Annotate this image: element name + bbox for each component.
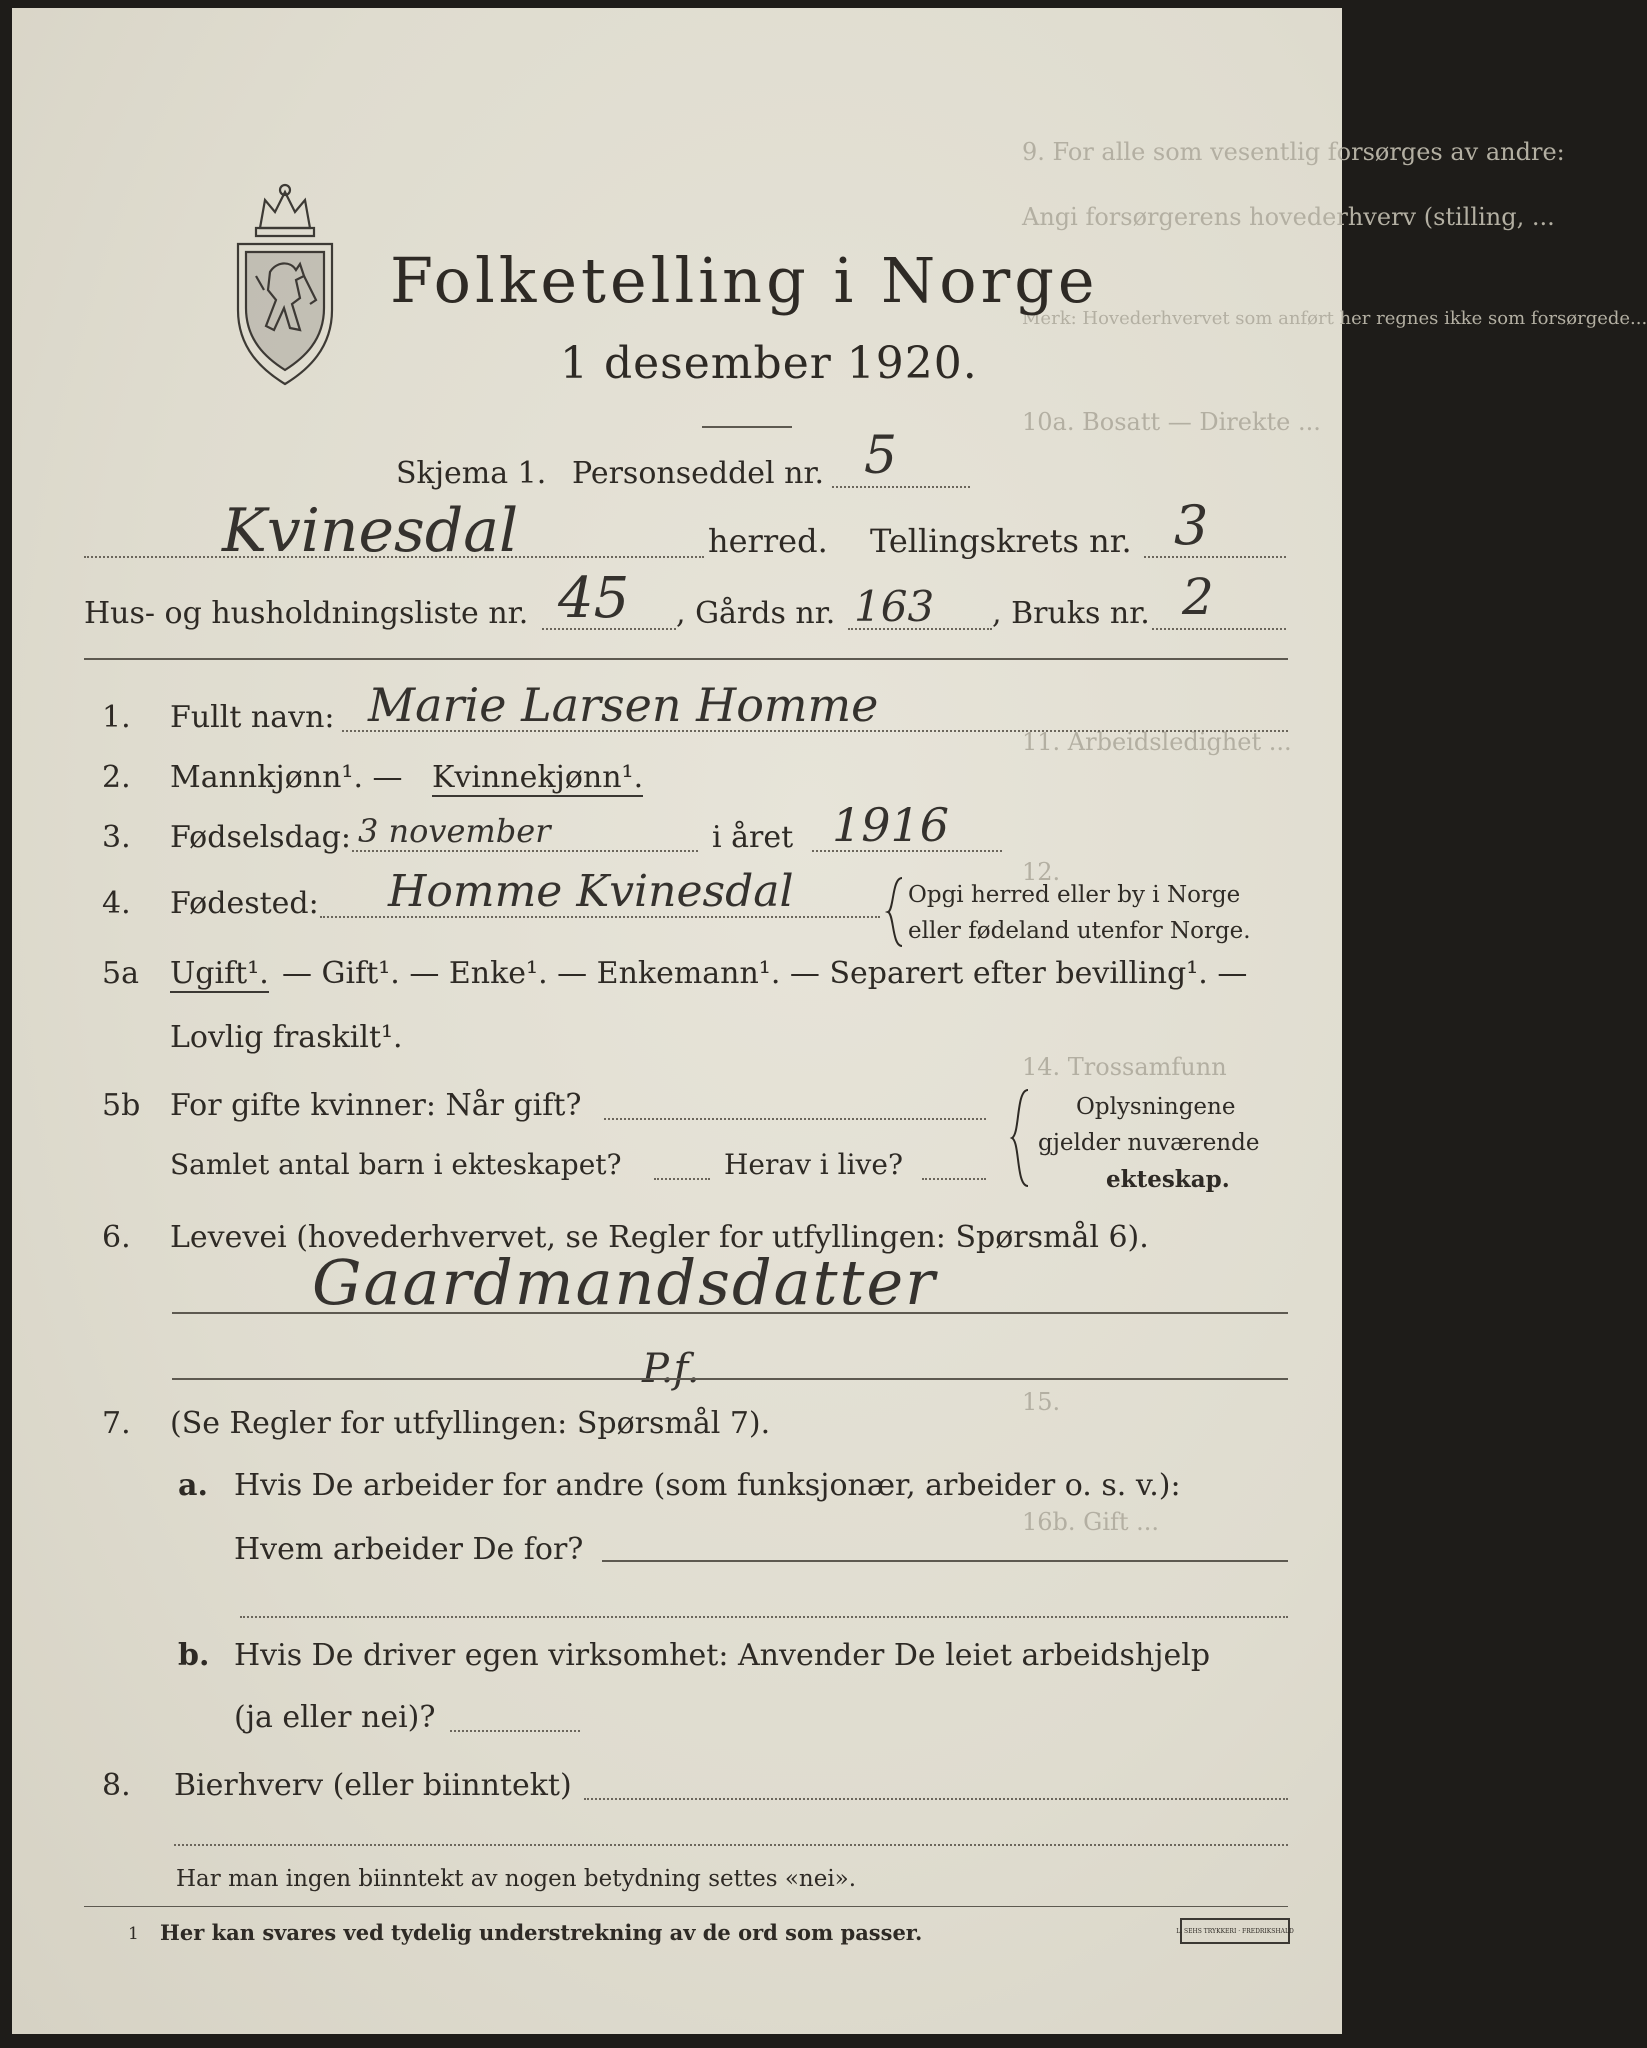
personseddel-line <box>832 486 970 488</box>
q5a-number: 5a <box>102 956 139 991</box>
printer-stamp-text: L. SEHS TRYKKERI · FREDRIKSHALD <box>1176 1927 1294 1935</box>
bruks-label: , Bruks nr. <box>992 596 1150 631</box>
q6-value[interactable]: Gaardmandsdatter <box>312 1246 937 1319</box>
ghost-text-8: 16b. Gift ... <box>1022 1508 1160 1536</box>
form-date: 1 desember 1920. <box>560 338 978 389</box>
q5b-bracket-icon <box>1008 1088 1032 1188</box>
q1-number: 1. <box>102 700 131 735</box>
footnote-separator <box>84 1906 1288 1907</box>
q3-value[interactable]: 3 november <box>358 812 551 850</box>
hus-label: Hus- og husholdningsliste nr. <box>84 596 529 631</box>
q5a-ugift-option[interactable]: Ugift¹. <box>170 956 269 991</box>
q7a-letter: a. <box>178 1468 208 1503</box>
q5b-children-label: Samlet antal barn i ekteskapet? <box>170 1148 622 1181</box>
note-top-line <box>174 1844 1288 1846</box>
q7a-sub-label: Hvem arbeider De for? <box>234 1532 584 1567</box>
q6-line-2 <box>172 1378 1288 1380</box>
norway-coat-of-arms-icon <box>220 180 350 390</box>
q4-label: Fødested: <box>170 886 319 921</box>
form-title: Folketelling i Norge <box>390 244 1099 317</box>
title-divider <box>702 426 792 428</box>
q7b-letter: b. <box>178 1638 210 1673</box>
q5a-other-options[interactable]: — Gift¹. — Enke¹. — Enkemann¹. — Separert efter bevilling¹. — <box>282 956 1248 991</box>
q7a-label: Hvis De arbeider for andre (som funksjonær, arbeider o. s. v.): <box>234 1468 1181 1503</box>
gards-value[interactable]: 163 <box>854 582 935 631</box>
q7a-line-1 <box>602 1560 1288 1562</box>
ghost-text-4: 10a. Bosatt — Direkte ... <box>1022 408 1321 436</box>
q6-label: Levevei (hovederhvervet, se Regler for utfyllingen: Spørsmål 6). <box>170 1220 1149 1255</box>
q2-number: 2. <box>102 760 131 795</box>
skjema-label: Skjema 1. <box>396 456 547 491</box>
q7b-line <box>450 1730 580 1732</box>
q5b-label: For gifte kvinner: Når gift? <box>170 1088 582 1123</box>
q2-female-option[interactable]: Kvinnekjønn¹. <box>432 760 644 795</box>
footnote-text: Her kan svares ved tydelig understrekning av de ord som passer. <box>160 1920 923 1945</box>
q4-bracket-icon <box>884 876 906 948</box>
q7-number: 7. <box>102 1406 131 1441</box>
q8-number: 8. <box>102 1768 131 1803</box>
q2-male-option[interactable]: Mannkjønn¹. — <box>170 760 403 795</box>
tellingskrets-value[interactable]: 3 <box>1174 494 1209 557</box>
gards-label: , Gårds nr. <box>676 596 836 631</box>
footnote-mark: 1 <box>128 1924 139 1944</box>
q4-note-line1: Opgi herred eller by i Norge <box>908 882 1241 908</box>
herred-value[interactable]: Kvinesdal <box>222 496 519 566</box>
q8-line <box>584 1798 1288 1800</box>
q4-value[interactable]: Homme Kvinesdal <box>388 866 794 917</box>
q1-value[interactable]: Marie Larsen Homme <box>368 678 879 732</box>
hus-value[interactable]: 45 <box>558 566 630 631</box>
q8-label: Bierhverv (eller biinntekt) <box>174 1768 572 1803</box>
q5b-note-line2: gjelder nuværende <box>1038 1130 1260 1156</box>
q5b-note-line1: Oplysningene <box>1076 1094 1236 1120</box>
q5b-alive-label: Herav i live? <box>724 1148 903 1181</box>
q5b-children-line <box>654 1178 710 1180</box>
printer-stamp <box>1176 1918 1294 1944</box>
q5b-alive-line <box>922 1178 986 1180</box>
bruks-value[interactable]: 2 <box>1182 568 1214 626</box>
q7a-line-2 <box>240 1616 1288 1618</box>
tellingskrets-label: Tellingskrets nr. <box>870 522 1132 560</box>
q5b-married-line <box>604 1118 986 1120</box>
bruks-line <box>1152 628 1286 630</box>
q3-number: 3. <box>102 820 131 855</box>
tellingskrets-line <box>1144 556 1286 558</box>
q7b-label: Hvis De driver egen virksomhet: Anvender De leiet arbeidshjelp <box>234 1638 1211 1673</box>
ghost-text-6: 12. <box>1022 858 1061 886</box>
q3-year-value[interactable]: 1916 <box>832 798 950 852</box>
ghost-text-2: Angi forsørgerens hovederhverv (stilling, ... <box>1022 203 1555 231</box>
census-form-sheet <box>12 8 1647 2034</box>
ghost-text-1: 9. For alle som vesentlig forsørges av andre: <box>1022 138 1565 166</box>
q6-review-mark: P.f. <box>642 1346 700 1392</box>
personseddel-value[interactable]: 5 <box>864 426 898 486</box>
q6-number: 6. <box>102 1220 131 1255</box>
herred-label: herred. <box>708 522 828 560</box>
q3-day-line <box>352 850 698 852</box>
ghost-text-3: Merk: Hovederhvervet som anført her regnes ikke som forsørgede... <box>1022 308 1647 329</box>
q5b-number: 5b <box>102 1088 141 1123</box>
q4-number: 4. <box>102 886 131 921</box>
biinntekt-note: Har man ingen biinntekt av nogen betydning settes «nei». <box>176 1866 857 1892</box>
ghost-text-5: 11. Arbeidsledighet ... <box>1022 728 1292 756</box>
ghost-text-9: 15. <box>1022 1388 1061 1416</box>
q3-label: Fødselsdag: <box>170 820 351 855</box>
q7b-sub-label: (ja eller nei)? <box>234 1700 436 1735</box>
q4-note-line2: eller fødeland utenfor Norge. <box>908 918 1251 944</box>
q5a-fraskilt-option[interactable]: Lovlig fraskilt¹. <box>170 1020 403 1055</box>
q1-label: Fullt navn: <box>170 700 335 735</box>
ghost-text-7: 14. Trossamfunn <box>1022 1053 1227 1081</box>
q3-year-label: i året <box>712 820 794 855</box>
q7-label: (Se Regler for utfyllingen: Spørsmål 7). <box>170 1406 771 1441</box>
q5b-note-line3: ekteskap. <box>1106 1166 1230 1193</box>
header-separator <box>84 658 1288 660</box>
personseddel-label: Personseddel nr. <box>572 456 825 491</box>
